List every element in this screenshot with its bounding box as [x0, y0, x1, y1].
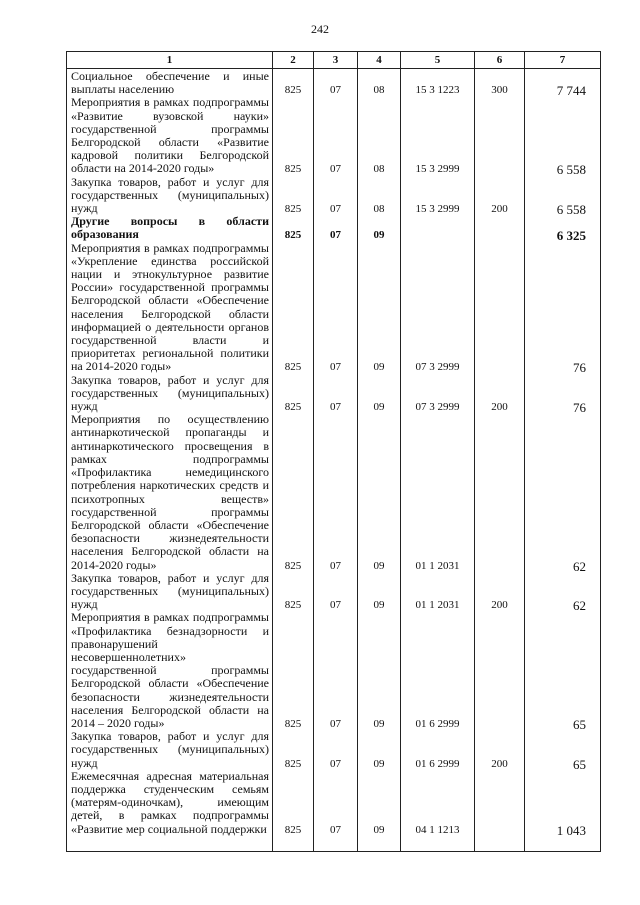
row-description: Мероприятия в рамках подпрограммы «Профилактика безнадзорности и правонарушений несовершеннолетних» государственной программы Белгородской области «Обеспечение безопасности жизнедеятельности населения Белгородской области на 2014 – 2020 годы» [71, 610, 269, 730]
column-4 [358, 69, 401, 852]
cell-c2: 825 [284, 559, 302, 572]
header-cell-6: 6 [475, 52, 525, 69]
cell-c3: 07 [330, 401, 341, 414]
cell-c5: 07 3 2999 [415, 401, 460, 414]
cell-c2: 825 [284, 757, 302, 770]
cell-c7: 76 [573, 360, 586, 376]
header-cell-1: 1 [67, 52, 273, 69]
cell-c5: 01 1 2031 [415, 599, 460, 612]
cell-c4: 08 [373, 163, 385, 176]
cell-c7: 1 043 [556, 822, 586, 838]
budget-table [66, 51, 601, 852]
cell-c5: 15 3 2999 [415, 163, 460, 176]
cell-c3: 07 [330, 559, 341, 572]
table-header-row [67, 52, 601, 69]
cell-c7: 62 [573, 598, 586, 614]
header-cell-5: 5 [401, 52, 475, 69]
column-3-values [314, 69, 357, 851]
cell-c5: 01 6 2999 [415, 757, 460, 770]
header-cell-7: 7 [525, 52, 601, 69]
cell-c3: 07 [330, 361, 341, 374]
row-description: Социальное обеспечение и иные выплаты населению [71, 69, 269, 97]
column-4-values [358, 69, 400, 851]
cell-c4: 09 [373, 823, 385, 836]
cell-c2: 825 [284, 823, 302, 836]
cell-c7: 76 [573, 400, 586, 416]
cell-c4: 09 [373, 401, 385, 414]
cell-c6: 200 [491, 203, 508, 216]
cell-c4: 09 [373, 559, 385, 572]
cell-c3: 07 [330, 757, 341, 770]
cell-c3: 07 [330, 717, 341, 730]
description-text [67, 69, 272, 838]
cell-c7: 6 558 [556, 202, 586, 218]
cell-c2: 825 [284, 717, 302, 730]
row-description: Мероприятия в рамках подпрограммы «Укрепление единства российской нации и этнокультурное развитие России» государственной программы Белгородской области «Обеспечение населения Белгородской области информацией о деятельности органов государственной власти и приоритетах региональной политики на 2014-2020 годы» [71, 240, 269, 374]
header-cell-3: 3 [314, 52, 358, 69]
cell-c6: 200 [491, 599, 508, 612]
cell-c5: 04 1 1213 [415, 823, 460, 836]
row-description: Другие вопросы в области образования [71, 214, 269, 242]
cell-c4: 08 [373, 203, 385, 216]
column-3 [314, 69, 358, 852]
column-5 [401, 69, 475, 852]
column-7-values [525, 69, 600, 851]
cell-c4: 09 [373, 599, 385, 612]
cell-c5: 01 6 2999 [415, 717, 460, 730]
cell-c3: 07 [330, 203, 341, 216]
cell-c4: 09 [373, 717, 385, 730]
cell-c4: 09 [373, 757, 385, 770]
cell-c2: 825 [284, 84, 302, 97]
table-body-row [67, 69, 601, 852]
column-2 [273, 69, 314, 852]
row-description: Закупка товаров, работ и услуг для государственных (муниципальных) нужд [71, 174, 269, 216]
cell-c4: 08 [373, 84, 385, 97]
cell-c4: 09 [373, 229, 385, 242]
cell-c7: 6 325 [556, 228, 586, 244]
cell-c6: 200 [491, 757, 508, 770]
column-6 [475, 69, 525, 852]
cell-c2: 825 [284, 229, 302, 242]
cell-c7: 62 [573, 558, 586, 574]
cell-c3: 07 [330, 84, 341, 97]
cell-c2: 825 [284, 599, 302, 612]
cell-c3: 07 [330, 229, 341, 242]
column-6-values [475, 69, 524, 851]
cell-c2: 825 [284, 361, 302, 374]
row-description: Закупка товаров, работ и услуг для государственных (муниципальных) нужд [71, 570, 269, 612]
cell-c2: 825 [284, 401, 302, 414]
row-description: Закупка товаров, работ и услуг для государственных (муниципальных) нужд [71, 372, 269, 414]
header-cell-2: 2 [273, 52, 314, 69]
cell-c5: 15 3 2999 [415, 203, 460, 216]
cell-c3: 07 [330, 163, 341, 176]
cell-c2: 825 [284, 203, 302, 216]
page-number: 242 [311, 22, 329, 36]
description-column [67, 69, 273, 852]
row-description: Ежемесячная адресная материальная поддержка студенческим семьям (матерям-одиночкам), имеющим детей, в рамках подпрограммы «Развитие мер социальной поддержки [71, 768, 269, 836]
column-7 [525, 69, 601, 852]
cell-c4: 09 [373, 361, 385, 374]
header-cell-4: 4 [358, 52, 401, 69]
cell-c5: 01 1 2031 [415, 559, 460, 572]
cell-c3: 07 [330, 823, 341, 836]
cell-c5: 15 3 1223 [415, 84, 460, 97]
cell-c6: 300 [491, 84, 508, 97]
cell-c6: 200 [491, 401, 508, 414]
cell-c2: 825 [284, 163, 302, 176]
cell-c5: 07 3 2999 [415, 361, 460, 374]
row-description: Мероприятия в рамках подпрограммы «Развитие вузовской науки» государственной программы Белгородской области «Развитие кадровой политики Белгородской области на 2014-2020 годы» [71, 95, 269, 176]
cell-c7: 65 [573, 756, 586, 772]
cell-c7: 6 558 [556, 162, 586, 178]
cell-c7: 65 [573, 716, 586, 732]
cell-c7: 7 744 [556, 83, 586, 99]
column-2-values [273, 69, 313, 851]
cell-c3: 07 [330, 599, 341, 612]
row-description: Мероприятия по осуществлению антинаркотической пропаганды и антинаркотического просвещения в рамках подпрограммы «Профилактика немедицинского потребления наркотических средств и психотропных веществ» государственной программы Белгородской области «Обеспечение безопасности жизнедеятельности населения Белгородской области на 2014-2020 годы» [71, 412, 269, 572]
row-description: Закупка товаров, работ и услуг для государственных (муниципальных) нужд [71, 729, 269, 770]
column-5-values [401, 69, 474, 851]
